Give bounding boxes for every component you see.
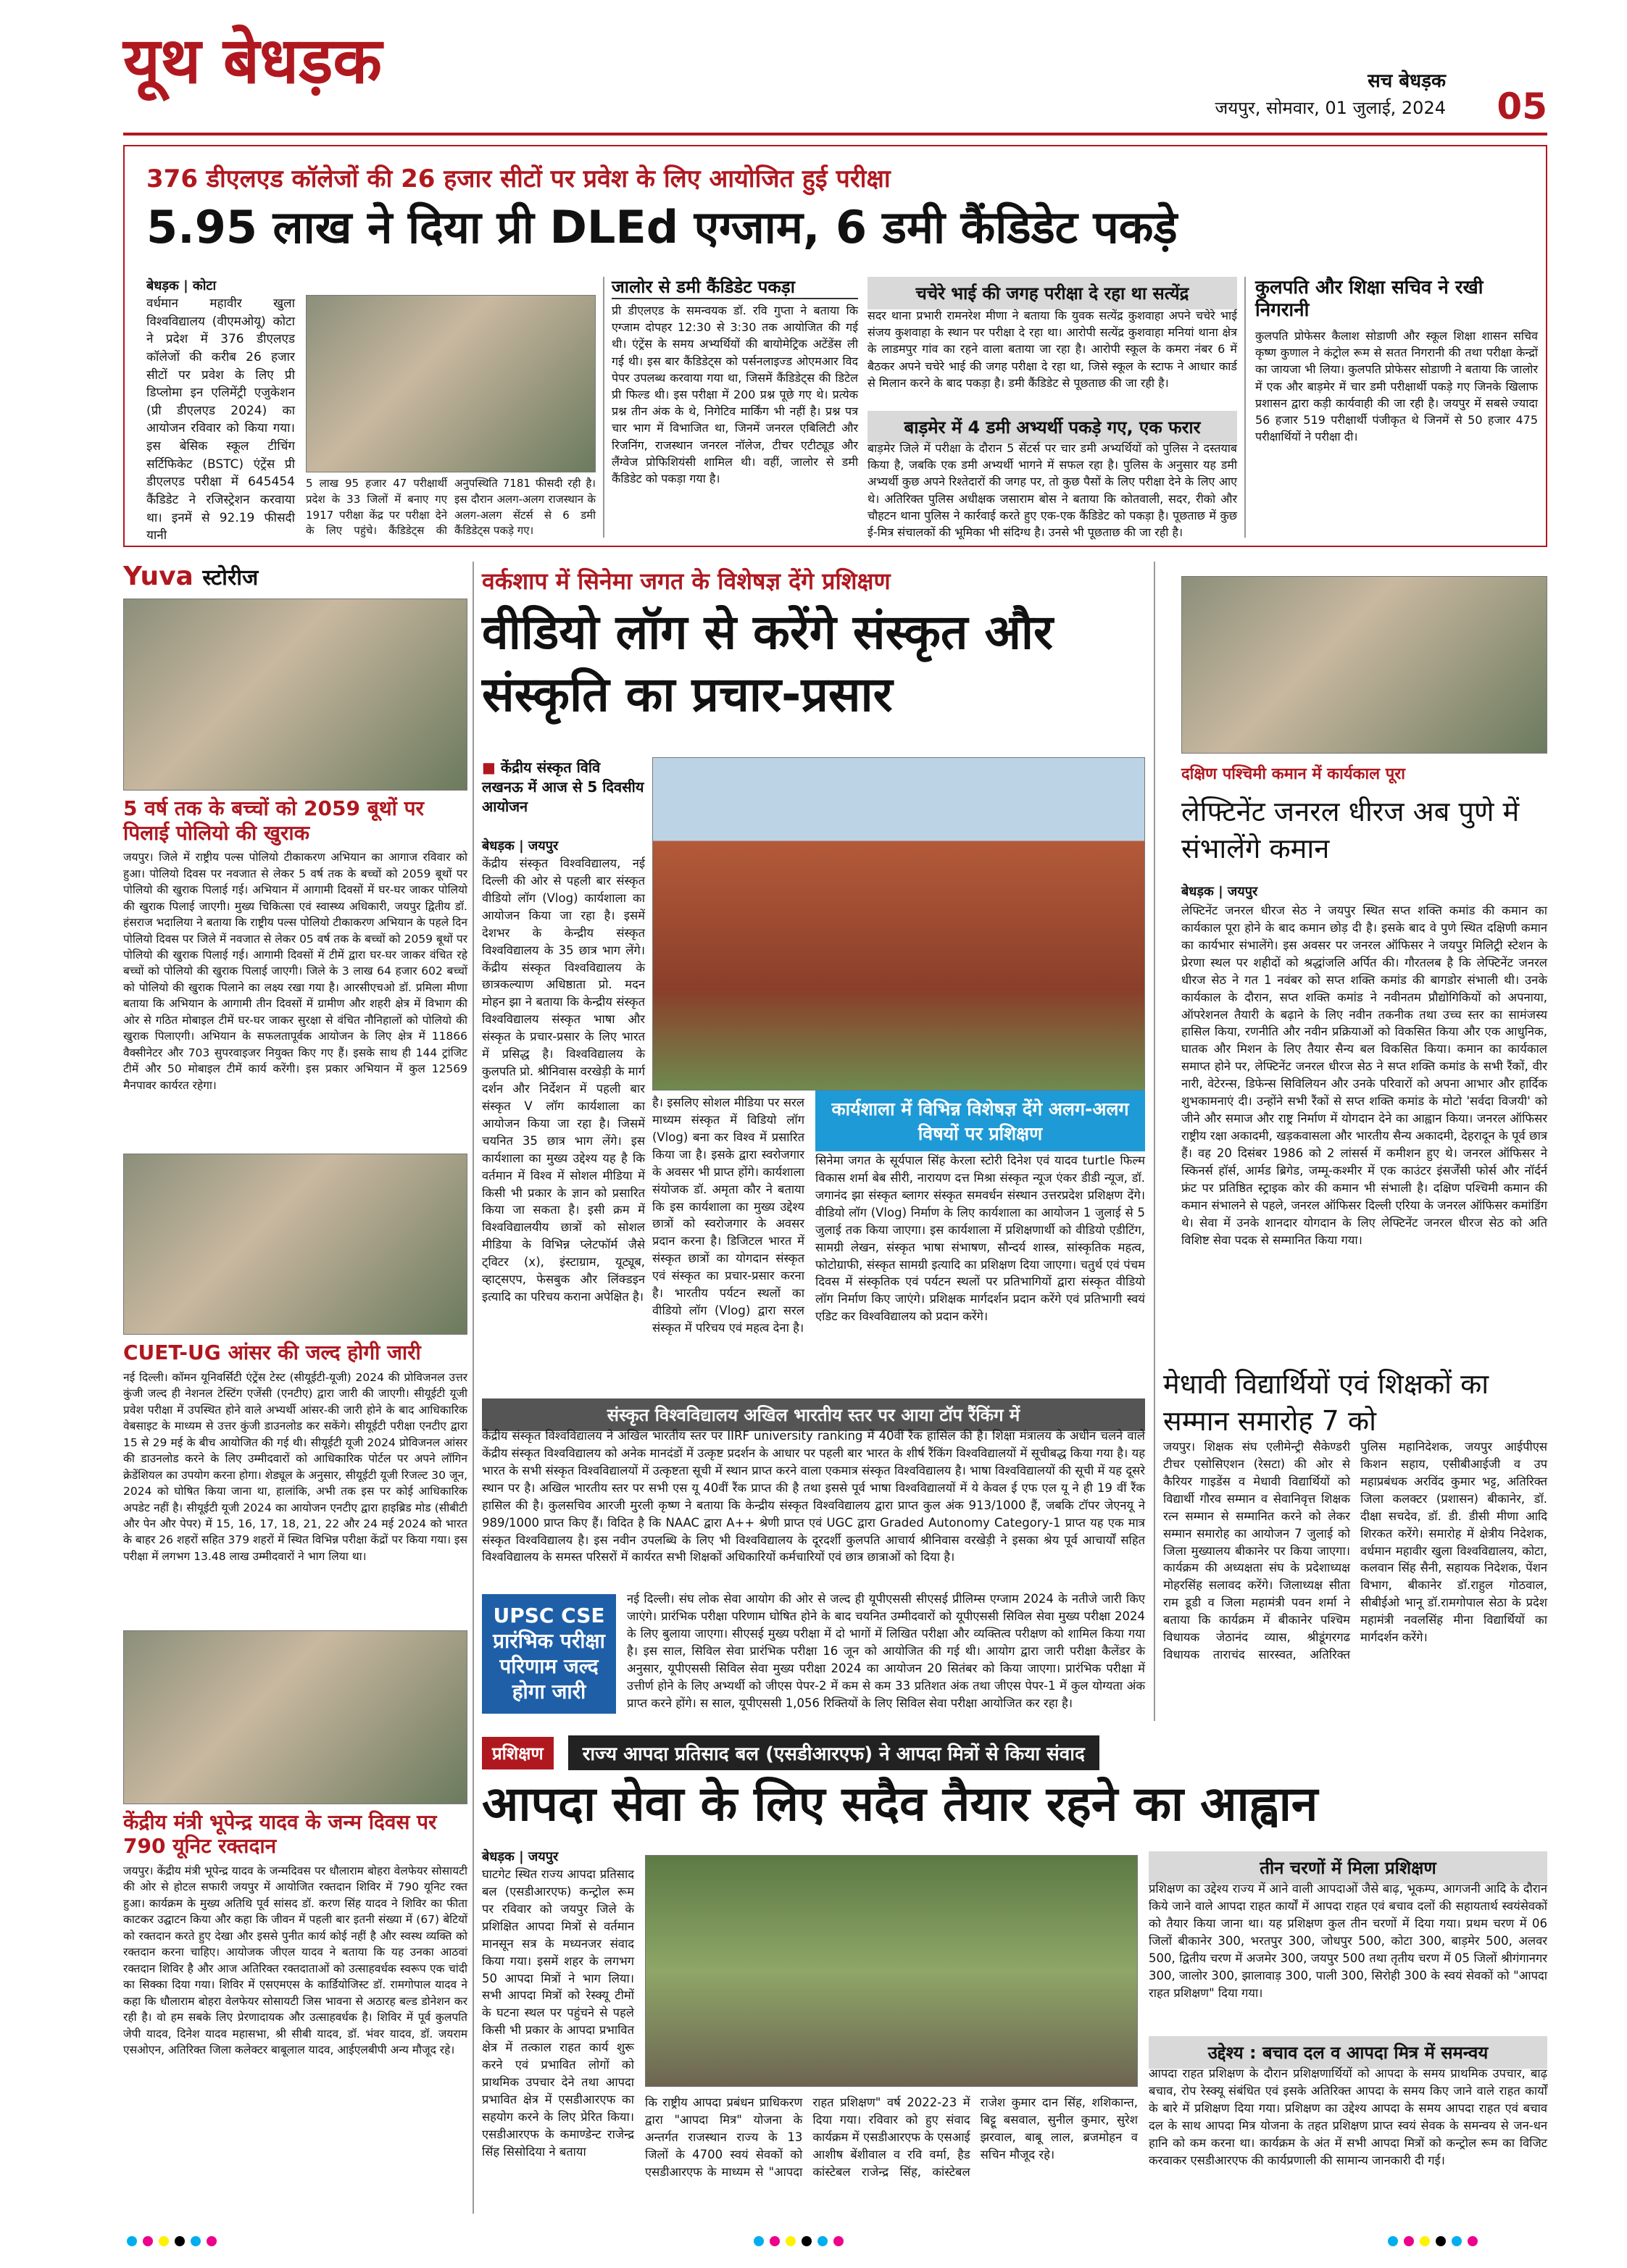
yuva-label: स्टोरीज (202, 565, 259, 591)
lead-photo-caption: 5 लाख 95 हजार 47 परीक्षार्थी प्रदेश के 33 जिलों में बनाए गए 1917 परीक्षा केंद्र पर परीक्षा देने के लिए पहुंचे। कैंडिडेट्स की अनुपस्थिति 7181 फीसदी रही है। इस दौरान अलग-अलग राजस्थान के अलग-अलग सेंटर्स से 6 डमी कैंडिडेट्स पकड़े गए। (306, 477, 596, 538)
sanskrit-body1: केंद्रीय संस्कृत विश्वविद्यालय, नई दिल्ली की ओर से पहली बार संस्कृत वीडियो लॉग (Vlog) कार्यशाला का आयोजन किया जा रहा है। इसमें देशभर के केन्द्रीय संस्कृत विश्वविद्यालय के 35 छात्र भाग लेंगे। केंद्रीय संस्कृत विश्वविद्यालय के छात्रकल्याण अधिष्ठाता प्रो. मदन मोहन झा ने बताया कि केन्द्रीय संस्कृत विश्वविद्यालय संस्कृत भाषा और संस्कृत के प्रचार-प्रसार के लिए भारत में प्रसिद्ध है। विश्वविद्यालय के कुलपति प्रो. श्रीनिवास वरखेड़ी के मार्ग दर्शन और निर्देशन में पहली बार संस्कृत V लॉग कार्यशाला का आयोजन किया जा रहा है। जिसमें चयनित 35 छात्र भाग लेंगे। इस कार्यशाला का मुख्य उद्देश्य यह है कि वर्तमान में विश्व में सोशल मीडिया में किसी भी प्रकार के ज्ञान को प्रसारित किया जा सकता है। इसी क्रम में विश्वविद्यालयीय छात्रों को सोशल मीडिया के विभिन्न प्लेटफॉर्म जैसे ट्विटर (x), इंस्टाग्राम, यूट्यूब, व्हाट्सएप, फेसबुक और लिंक्डइन इत्यादि का परिचय कराना अपेक्षित है। (482, 856, 645, 1304)
column-rule (1244, 277, 1246, 538)
apda-label: प्रशिक्षण (482, 1737, 554, 1769)
column-rule (1154, 562, 1155, 1721)
ranking-title: संस्कृत विश्वविद्यालय अखिल भारतीय स्तर पर आया टॉप रैंकिंग में (482, 1398, 1145, 1431)
upsc-badge: UPSC CSE प्रारंभिक परीक्षा परिणाम जल्द होगा जारी (482, 1594, 616, 1714)
story1-title: 5 वर्ष तक के बच्चों को 2059 बूथों पर पिलाई पोलियो की खुराक (123, 796, 424, 845)
lead-body: वर्धमान महावीर खुला विश्वविद्यालय (वीएमओयू) कोटा ने प्रदेश में 376 डीएलएड कॉलेजों की करीब 26 हजार सीटों पर प्रवेश के लिए प्री डिप्लोमा इन एलिमेंट्री एजुकेशन (प्री डीएलएड 2024) का आयोजन रविवार को किया गया। इस बेसिक स्कूल टीचिंग सर्टिफिकेट (BSTC) एंट्रेंस प्री डीएलएड परीक्षा में 645454 कैंडिडेट ने रजिस्ट्रेशन करवाया था। इनमें से 92.19 फीसदी यानी (146, 296, 295, 543)
column-rule (473, 562, 474, 2214)
column-rule (603, 277, 604, 538)
army-ceremony-photo (1181, 576, 1547, 754)
sdrf-training-photo (645, 1855, 1138, 2087)
yuva-brand: Yuva (123, 562, 194, 591)
polio-photo (123, 599, 467, 791)
story1-text: जयपुर। जिले में राष्ट्रीय पल्स पोलियो टीकाकरण अभियान का आगाज रविवार को हुआ। पोलियो दिवस पर नवजात से लेकर 5 वर्ष तक के बच्चों को 2059 बूथों पर पोलियो की खुराक पिलाई गई। अभियान में आगामी दिवसों में घर-घर जाकर पोलियो की खुराक पिलाई जाएगी। मुख्य चिकित्सा एवं स्वास्थ्य अधिकारी, जयपुर द्वितीय डॉ. हंसराज भदालिया ने बताया कि राष्ट्रीय पल्स पोलियो टीकाकरण अभियान के पहले दिन पोलियो दिवस पर जिले में नवजात से लेकर 05 वर्ष तक के बच्चों को 2059 बूथों पर पोलियो की खुराक पिलाई गई। आगामी दिवसों में टीमें द्वारा घर-घर जाकर वंचित रहे बच्चों को पोलियो की खुराक पिलाई जाएगी। जिले के 3 लाख 64 हजार 602 बच्चों को पोलियो की खुराक पिलाने का लक्ष्य रखा गया है। आरसीएचओ डॉ. प्रमिला मीणा बताया कि अभियान के आगामी तीन दिवसों में ग्रामीण और शहरी क्षेत्र में विभाग की ओर से गठित मोबाइल टीमें घर-घर जाकर सुरक्षा से वंचित नौनिहालों को पोलियो की खुराक पिलाएगी। अभियान के सफलतापूर्वक आयोजन के लिए क्षेत्र में 11866 वैक्सीनेटर और 703 सुपरवाइजर नियुक्त किए गए हैं। इसके साथ ही 144 ट्रांजिट टीमें और 50 मोबाइल टीमें कार्य करेंगी। इस प्रकार अभियान में कुल 12569 मैनपावर कार्यरत रहेगा। (123, 851, 467, 1092)
lead-photo-queue (306, 295, 596, 472)
lead-side2-title: चचेरे भाई की जगह परीक्षा दे रहा था सत्येंद्र (867, 277, 1237, 309)
apda-kicker-row (482, 1735, 1547, 1770)
registration-marks-right (1388, 2235, 1484, 2249)
army-byline: बेधड़क | जयपुर (1181, 884, 1258, 899)
registration-marks-left (127, 2235, 222, 2249)
registration-marks-center (754, 2235, 849, 2249)
army-headline: लेफ्टिनेंट जनरल धीरज अब पुणे में संभालेंगे कमान (1181, 796, 1520, 865)
apda-body2: कि राष्ट्रीय आपदा प्रबंधन प्राधिकरण द्वारा "आपदा मित्र" योजना के अन्तर्गत राजस्थान राज्य के 13 जिलों के 4700 स्वयं सेवकों को एसडीआरएफ के माध्यम से "आपदा राहत प्रशिक्षण" वर्ष 2022-23 में दिया गया। रविवार को हुए संवाद कार्यक्रम में एसडीआरएफ के एसआई आशीष बेंशीवाल व रवि वर्मा, हैड कांस्टेबल राजेन्द्र सिंह, कांस्टेबल राजेश कुमार दान सिंह, शशिकान्त, बिट्टू बसवाल, सुनील कुमार, सुरेश झरवाल, बाबू लाल, ब्रजमोहन व सचिन मौजूद रहे। (645, 2096, 1138, 2179)
apda-side2-title: उद्देश्य : बचाव दल व आपदा मित्र में समन्वय (1149, 2036, 1547, 2069)
apda-headline: आपदा सेवा के लिए सदैव तैयार रहने का आह्वान (482, 1776, 1318, 1832)
teachers-body: जयपुर। शिक्षक संघ एलीमेन्ट्री सैकेण्डरी टीचर एसोसिएशन (रेसटा) की ओर से कैरियर गाइडेंस व मेधावी विद्यार्थियों को विद्यार्थी गौरव सम्मान व सेवानिवृत्त शिक्षक रत्न सम्मान से सम्मानित करने को लेकर सम्मान समारोह का आयोजन 7 जुलाई को जिला मुख्यालय बीकानेर पर किया जाएगा। कार्यक्रम की अध्यक्षता संघ के प्रदेशाध्यक्ष मोहरसिंह सलावद करेंगे। जिलाध्यक्ष सीता राम डूडी व जिला महामंत्री पवन शर्मा ने बताया कि कार्यक्रम में बीकानेर पश्चिम विधायक जेठानंद व्यास, श्रीडूंगरगढ विधायक ताराचंद सारस्वत, अतिरिक्त पुलिस महानिदेशक, जयपुर आईपीएस किशन सहाय, एसीबीआईजी व उप महाप्रबंधक अरविंद कुमार भट्ट, अतिरिक्त जिला कलक्टर (प्रशासन) बीकानेर, डॉ. दीक्षा सचदेव, डॉ. डी. डीसी मीणा आदि शिरकत करेंगे। समारोह में क्षेत्रीय निदेशक, वर्धमान महावीर खुला विश्वविद्यालय, कोटा, कलवान सिंह सैनी, सहायक निदेशक, पेंशन विभाग, बीकानेर डॉ.राहुल गोठवाल, सीबीईओ भानू डॉ.रामगोपाल सेठा के प्रदेश महामंत्री नवलसिंह मीना विद्यार्थियों का मार्गदर्शन करेंगे। (1163, 1440, 1547, 1662)
story3-title: केंद्रीय मंत्री भूपेन्द्र यादव के जन्म दिवस पर 790 यूनिट रक्तदान (123, 1809, 437, 1859)
page-number: 05 (1497, 86, 1547, 128)
blood-donation-photo (123, 1630, 467, 1804)
lead-side4-title: कुलपति और शिक्षा सचिव ने रखी निगरानी (1255, 277, 1484, 322)
lead-byline: बेधड़क | कोटा (146, 278, 217, 293)
bullet-icon: ■ (482, 759, 501, 776)
sanskrit-byline: बेधड़क | जयपुर (482, 838, 559, 854)
sanskrit-subhead: कार्यशाला में विभिन्न विशेषज्ञ देंगे अलग-अलग विषयों पर प्रशिक्षण (815, 1091, 1145, 1151)
apda-body1: घाटगेट स्थित राज्य आपदा प्रतिसाद बल (एसडीआरएफ) कन्ट्रोल रूम पर रविवार को जयपुर जिले के प्रशिक्षित आपदा मित्रों से वर्तमान मानसून सत्र के मध्यनजर संवाद किया गया। इसमें शहर के लगभग 50 आपदा मित्रों ने भाग लिया। सभी आपदा मित्रों को रेस्क्यू टीमों के घटना स्थल पर पहुंचने से पहले किसी भी प्रकार के आपदा प्रभावित क्षेत्र में तत्काल राहत कार्य शुरू करने एवं प्रभावित लोगों को प्राथमिक उपचार देने तथा आपदा प्रभावित क्षेत्र में एसडीआरएफ का सहयोग करने के लिए प्रेरित किया। एसडीआरएफ के कमाण्डेन्ट राजेन्द्र सिंह सिसोदिया ने बताया (482, 1867, 634, 2159)
army-kicker: दक्षिण पश्चिमी कमान में कार्यकाल पूरा (1181, 765, 1405, 783)
story3-text: जयपुर। केंद्रीय मंत्री भूपेन्द्र यादव के जन्मदिवस पर धौलाराम बोहरा वेलफेयर सोसायटी की ओर से होटल सफारी जयपुर में आयोजित रक्तदान शिविर में 790 यूनिट रक्त हुआ। कार्यक्रम के मुख्य अतिथि पूर्व सांसद डॉ. करण सिंह यादव ने शिविर का फीता काटकर उद्घाटन किया और कहा कि जीवन में पहली बार इतनी संख्या में (67) बेटियों को रक्तदान करते हुए देखा और इससे पुनीत कार्य कोई नहीं है और स्वस्थ व्यक्ति को रक्तदान करना चाहिए। आयोजक जीएल यादव ने बताया कि यह उनका आठवां रक्तदान शिविर है और आज अतिरिक्त रक्तदाताओं को उत्साहवर्धक स्वरूप एक चांदी का सिक्का दिया गया। शिविर में एसएमएस के कार्डियोजिस्ट डॉ. रामगोपाल यादव ने कहा कि धौलाराम बोहरा वेलफेयर सोसायटी जिस भावना से अठारह बल्ड डोनेशन कर रही है। वो हम सबके लिए प्रेरणादायक और उत्साहवर्धक है। शिविर में पूर्व कुलपति जेपी यादव, दिनेश यादव महासभा, श्री सीबी यादव, डॉ. भंवर यादव, डॉ. जयराम एसओएन, अतिरिक्त जिला कलेक्टर बाबूलाल यादव, आईएलबीपी अन्य मौजूद रहे। (123, 1864, 467, 2057)
sanskrit-bullet (482, 757, 645, 816)
yuva-header (123, 562, 467, 591)
lead-kicker: 376 डीएलएड कॉलेजों की 26 हजार सीटों पर प्रवेश के लिए आयोजित हुई परीक्षा (146, 164, 891, 193)
story2-text: नई दिल्ली। कॉमन यूनिवर्सिटी एंट्रेंस टेस्ट (सीयूईटी-यूजी) 2024 की प्रोविजनल उत्तर कुंजी जल्द ही नेशनल टेस्टिंग एजेंसी (एनटीए) द्वारा जारी की जाएगी। सीयूईटी यूजी प्रवेश परीक्षा में उपस्थित होने वाले अभ्यर्थी आंसर-की जारी होने के बाद आधिकारिक वेबसाइट के माध्यम से उत्तर कुंजी डाउनलोड कर सकेंगे। सीयूईटी परीक्षा एनटीए द्वारा 15 से 29 मई के बीच आयोजित की गई थी। सीयूईटी यूजी 2024 प्रोविजनल आंसर की डाउनलोड करने के लिए उम्मीदवारों को आधिकारिक पोर्टल पर अपने लॉगिन क्रेडेंशियल का उपयोग करना होगा। शेड्यूल के अनुसार, सीयूईटी यूजी रिजल्ट 30 जून, 2024 को घोषित किया जाना था, हालांकि, अभी तक इस पर कोई आधिकारिक अपडेट नहीं है। सीयूईटी यूजी 2024 का आयोजन एनटीए द्वारा हाइब्रिड मोड (सीबीटी और पेन और पेपर) में 15, 16, 17, 18, 21, 22 और 24 मई 2024 को भारत के बाहर 26 शहरों सहित 379 शहरों में स्थित विभिन्न परीक्षा केंद्रों पर किया गया। इस परीक्षा में लगभग 13.48 लाख उम्मीदवारों ने भाग लिया था। (123, 1370, 467, 1563)
university-building-photo (652, 757, 1145, 1091)
masthead-title: यूथ बेधड़क (123, 23, 382, 98)
ranking-text: केंद्रीय संस्कृत विश्वविद्यालय ने अखिल भारतीय स्तर पर IIRF university ranking में 40वीं रैंक हासिल की है। शिक्षा मंत्रालय के अधीन चलने वाले केंद्रीय संस्कृत विश्वविद्यालय को अनेक मानदंडों में उत्कृष्ट प्रदर्शन के आधार पर पहली बार भारत के शीर्ष रैंकिंग विश्वविद्यालयों में सूचीबद्ध किया गया है। यह भारत के सभी संस्कृत विश्वविद्यालयों में उत्कृष्टता सूची में स्थान प्राप्त करने वाला एकमात्र संस्कृत विश्वविद्यालय है। भाषा विश्वविद्यालयों की सूची में यह दूसरे स्थान पर है। अखिल भारतीय स्तर पर सभी एस यू 40वीं रैंक प्राप्त की है तथा इससे पूर्व भाषा विश्वविद्यालयों में ये केवल ई एफ एल यू ने ही 19 वीं रैंक हासिल की है। कुलसचिव आरजी मुरली कृष्ण ने बताया कि केन्द्रीय संस्कृत विश्वविद्यालय द्वारा प्राप्त कुल अंक 913/1000 हैं, जबकि टॉपर जेएनयू ने 989/1000 प्राप्त किए हैं। विदित है कि NAAC द्वारा A++ श्रेणी प्राप्त एवं UGC द्वारा Graded Autonomy Category-1 प्राप्त यह एक मात्र संस्कृत विश्वविद्यालय है। इस नवीन उपलब्धि के लिए भी विश्वविद्यालय के दूरदर्शी कुलपति आचार्य श्रीनिवास वरखेड़ी ने इसका श्रेय पूर्व आचार्यों सहित विश्वविद्यालय के समस्त परिसरों में कार्यरत सभी शिक्षकों अधिकारियों कर्मचारियों एवं छात्र छात्राओं को दिया है। (482, 1429, 1145, 1564)
apda-side1-text: प्रशिक्षण का उद्देश्य राज्य में आने वाली आपदाओं जैसे बाढ़, भूकम्प, आगजनी आदि के दौरान किये जाने वाले आपदा राहत कार्यों में आपदा राहत एवं बचाव दलों की सहायतार्थ स्वयंसेवकों को तैयार किया जाना था। यह प्रशिक्षण कुल तीन चरणों में दिया गया। प्रथम चरण में 06 जिलों बीकानेर 300, भरतपुर 300, जोधपुर 500, कोटा 300, बाड़मेर 500, अलवर 500, द्वितीय चरण में अजमेर 300, जयपुर 500 तथा तृतीय चरण में 05 जिलों श्रीगंगानगर 300, जालोर 300, झालावाड़ 300, पाली 300, सिरोही 300 के स्वयं सेवकों को "आपदा राहत प्रशिक्षण" दिया गया। (1149, 1882, 1547, 2000)
yuva-column (123, 562, 467, 2214)
army-body: लेफ्टिनेंट जनरल धीरज सेठ ने जयपुर स्थित सप्त शक्ति कमांड की कमान का कार्यकाल पूरा होने के बाद कमान छोड़ दी है। इसके बाद वे पुणे स्थित दक्षिणी कमान का कार्यभार संभालेंगे। इस अवसर पर जनरल ऑफिसर ने जयपुर मिलिट्री स्टेशन के प्रेरणा स्थल पर शहीदों को श्रद्धांजलि अर्पित की। गौरतलब है कि लेफ्टिनेंट जनरल धीरज सेठ ने गत 1 नवंबर को सप्त शक्ति कमांड की बागडोर संभाली थी। उनके कार्यकाल के दौरान, सप्त शक्ति कमांड ने नवीनतम प्रौद्योगिकियों को अपनाया, ऑपरेशनल तैयारी के बढ़ाने के लिए नवीन तकनीक तथा उच्च स्तर का सामंजस्य हासिल किया, रणनीति और नवीन प्रक्रियाओं को विकसित किया और एक आधुनिक, घातक और मिशन के लिए तैयार सैन्य बल विकसित किया। कमान का कार्यकाल समाप्त होने पर, लेफ्टिनेंट जनरल धीरज सेठ ने सप्त शक्ति कमांड के सभी रैंकों, वीर नारी, वेटेरन्स, डिफेन्स सिविलियन और उनके परिवारों को अपना आभार और हार्दिक शुभकामनाएं दी। उन्होंने सभी रैंकों से सप्त शक्ति कमांड के मोटो 'सर्वदा विजयी' को जीने और समाज और राष्ट्र निर्माण में योगदान देने का आह्वान किया। जनरल ऑफिसर राष्ट्रीय रक्षा अकादमी, खड़कवासला और भारतीय सैन्य अकादमी, देहरादून के पूर्व छात्र हैं। वह 20 दिसंबर 1986 को 2 लांसर्स में कमीशन हुए थे। जनरल ऑफिसर ने स्किनर्स हॉर्स, आर्मड ब्रिगेड, जम्मू-कश्मीर में एक काउंटर इंसर्जेंसी फोर्स और नॉर्दर्न फ्रंट पर प्रतिष्ठित स्ट्राइक कोर की कमान भी संभाली है। दक्षिण पश्चिमी कमान की कमान संभालने से पहले, जनरल ऑफिसर दिल्ली एरिया के जनरल ऑफिसर कमांडिंग थे। सेवा में उनके शानदार योगदान के लिए लेफ्टिनेंट जनरल धीरज सेठ को अति विशिष्ट सेवा पदक से सम्मानित किया गया। (1181, 904, 1547, 1247)
apda-side1-title: तीन चरणों में मिला प्रशिक्षण (1149, 1851, 1547, 1884)
sanskrit-sub-text: सिनेमा जगत के सूर्यपाल सिंह केरला स्टोरी दिनेश एवं यादव turtle फिल्म विकास शर्मा बेब सीरी, नारायण दत्त मिश्रा संस्कृत न्यूज एंकर डीडी न्यूज, डॉ. जगानंद झा संस्कृत ब्लागर संस्कृत समवर्धन संस्थान उत्तरप्रदेश प्रशिक्षण देंगे। वीडियो लॉग (Vlog) निर्माण के लिए कार्यशाला का आयोजन 1 जुलाई से 5 जुलाई तक किया जाएगा। इस कार्यशाला में प्रशिक्षणार्थी को वीडियो एडीटिंग, सामग्री लेखन, संस्कृत भाषा संभाषण, सौन्दर्य शास्त्र, सांस्कृतिक महत्व, फोटोग्राफी, संस्कृत सामग्री इत्यादि का प्रशिक्षण दिया जाएगा। चतुर्थ एवं पंचम दिवस में संस्कृतिक एवं पर्यटन स्थलों पर प्रतिभागियों द्वारा संस्कृत वीडियो लॉग निर्माण किए जाएंगे। प्रशिक्षक मार्गदर्शन प्रदान करेंगे एवं प्रतिभागी स्वयं एडिट कर विश्वविद्यालय को प्रदान करेंगे। (815, 1154, 1145, 1324)
lead-side2-text: सदर थाना प्रभारी रामनरेश मीणा ने बताया कि युवक सत्येंद्र कुशवाहा अपने चचेरे भाई संजय कुशवाहा के स्थान पर परीक्षा दे रहा था। आरोपी सत्येंद्र कुशवाहा मनियां थाना क्षेत्र के लाडमपुर गांव का रहने वाला बताया जा रहा है। आरोपी स्कूल के कमरा नंबर 6 में बैठकर अपने चचेरे भाई की जगह परीक्षा दे रहा था, जिसे स्कूल के स्टाफ ने आधार कार्ड से मिलान करने के बाद पकड़ा है। डमी कैंडिडेट से पूछताछ की जा रही है। (867, 309, 1237, 390)
sanskrit-body2: है। इसलिए सोशल मीडिया पर सरल माध्यम संस्कृत में विडियो लॉग (Vlog) बना कर विश्व में प्रसारित किया जा है। इसके द्वारा स्वरोजगार के अवसर भी प्राप्त होंगे। कार्यशाला संयोजक डॉ. अमृता कौर ने बताया कि इस कार्यशाला का मुख्य उद्देश्य छात्रों को स्वरोजगार के अवसर प्रदान करना है। डिजिटल भारत में संस्कृत छात्रों का योगदान संस्कृत एवं संस्कृत का प्रचार-प्रसार करना है। भारतीय पर्यटन स्थलों का वीडियो लॉग (Vlog) द्वारा सरल संस्कृत में परिचय एवं महत्व देना है। (652, 1096, 804, 1335)
lead-side1-title: जालोर से डमी कैंडिडेट पकड़ा (612, 277, 858, 299)
lead-headline: 5.95 लाख ने दिया प्री DLEd एग्जाम, 6 डमी कैंडिडेट पकड़े (146, 201, 1178, 254)
lead-side3-title: बाड़मेर में 4 डमी अभ्यर्थी पकड़े गए, एक फरार (867, 411, 1237, 443)
sanskrit-kicker: वर्कशाप में सिनेमा जगत के विशेषज्ञ देंगे प्रशिक्षण (482, 567, 891, 595)
sanskrit-headline: वीडियो लॉग से करेंगे संस्कृत और संस्कृति का प्रचार-प्रसार (482, 604, 1054, 722)
cuet-photo (123, 1154, 467, 1335)
lead-side4-text: कुलपति प्रोफेसर कैलाश सोडाणी और स्कूल शिक्षा शासन सचिव कृष्ण कुणाल ने कंट्रोल रूम से सतत निगरानी की तथा परीक्षा केन्द्रों का जायजा भी लिया। कुलपति प्रोफेसर सोडाणी ने बताया कि जालोर में एक और बाड़मेर में चार डमी परीक्षार्थी पकड़े गए जिनके खिलाफ प्रशासन द्वारा कड़ी कार्यवाही की जा रही है। जयपुर में सबसे ज्यादा 56 हजार 519 परीक्षार्थी पंजीकृत थे जिनमें से 50 हजार 475 परीक्षार्थियों ने परीक्षा दी। (1255, 329, 1538, 444)
story2-title: CUET-UG आंसर की जल्द होगी जारी (123, 1341, 421, 1365)
lead-story-box (123, 145, 1547, 547)
teachers-headline: मेधावी विद्यार्थियों एवं शिक्षकों का सम्मान समारोह 7 को (1163, 1368, 1489, 1438)
apda-side2-text: आपदा राहत प्रशिक्षण के दौरान प्रशिक्षणार्थियों को आपदा के समय प्राथमिक उपचार, बाढ़ बचाव, रोप रेस्क्यू संबंधित एवं इसके अतिरिक्त आपदा के समय किए जाने वाले राहत कार्यों के बारे में प्रशिक्षण दिया गया। प्रशिक्षण का उद्देश्य आपदा के समय आपदा राहत एवं बचाव दल के साथ आपदा मित्र योजना के तहत प्रशिक्षण प्राप्त स्वयं सेवक के समन्वय से जन-धन हानि को कम करना था। कार्यक्रम के अंत में सभी आपदा मित्रों को कन्ट्रोल रूम का विजिट करवाकर एसडीआरएफ की कार्यप्रणाली की सामान्य जानकारी दी गई। (1149, 2067, 1547, 2167)
apda-kicker: राज्य आपदा प्रतिसाद बल (एसडीआरएफ) ने आपदा मित्रों से किया संवाद (568, 1735, 1099, 1770)
apda-byline: बेधड़क | जयपुर (482, 1849, 559, 1864)
lead-side1-text: प्री डीएलएड के समन्वयक डॉ. रवि गुप्ता ने बताया कि एग्जाम दोपहर 12:30 से 3:30 तक आयोजित की गई थी। एंट्रेंस के समय अभ्यर्थियों की बायोमेट्रिक अटेंडेंस ली गई थी। इस बार कैंडिडेट्स को पर्सनलाइज्ड ओएमआर विद पेपर उपलब्ध करवाया गया था, जिसमें कैंडिडेट्स की डिटेल प्री फिल्ड थी। इस परीक्षा में 200 प्रश्न पूछे गए थे। प्रत्येक प्रश्न तीन अंक के थे, निगेटिव मार्किंग भी नहीं है। प्रश्न पत्र चार भाग में विभाजित था, जिनमें जनरल एबिलिटी और रिजनिंग, राजस्थान जनरल नॉलेज, टीचर एटीट्यूड और लैंग्वेज प्रोफिशियंसी शामिल थी। वहीं, जालोर से डमी कैंडिडेट को पकड़ा गया है। (612, 304, 858, 485)
sanskrit-bullet-text: केंद्रीय संस्कृत विवि लखनऊ में आज से 5 दिवसीय आयोजन (482, 759, 644, 815)
masthead-rule (123, 133, 1547, 136)
dateline: जयपुर, सोमवार, 01 जुलाई, 2024 (1215, 98, 1446, 118)
masthead-tagline: सच बेधड़क (1368, 70, 1446, 92)
lead-side3-text: बाड़मेर जिले में परीक्षा के दौरान 5 सेंटर्स पर चार डमी अभ्यर्थियों को पुलिस ने दस्तयाब किया है, जबकि एक डमी अभ्यर्थी भागने में सफल रहा है। पुलिस के अनुसार यह डमी अभ्यर्थी कुछ अपने रिश्तेदारों की जगह पर, तो कुछ पैसों के लिए परीक्षा देने के लिए आए थे। अतिरिक्त पुलिस अधीक्षक जसाराम बोस ने बताया कि कोतवाली, सदर, रीको और चौहटन थाना पुलिस ने कार्रवाई करते हुए एक-एक कैंडिडेट को पकड़ा है। पूछताछ में कुछ ई-मित्र संचालकों की भूमिका भी संदिग्ध है। उनसे भी पूछताछ की जा रही है। (867, 441, 1237, 539)
upsc-text: नई दिल्ली। संघ लोक सेवा आयोग की ओर से जल्द ही यूपीएससी सीएसई प्रीलिम्स एग्जाम 2024 के नतीजे जारी किए जाएंगे। प्रारंभिक परीक्षा परिणाम घोषित होने के बाद चयनित उम्मीदवारों को यूपीएससी सिविल सेवा मुख्य परीक्षा 2024 के लिए बुलाया जाएगा। सीएसई मुख्य परीक्षा में दो भागों में लिखित परीक्षा और व्यक्तित्व परीक्षण को शामिल किया गया है। इस साल, सिविल सेवा प्रारंभिक परीक्षा 16 जून को आयोजित की गई थी। आयोग द्वारा जारी परीक्षा कैलेंडर के अनुसार, यूपीएससी सिविल सेवा मुख्य परीक्षा 2024 का आयोजन 20 सितंबर को किया जाएगा। प्रारंभिक परीक्षा में उत्तीर्ण होने के लिए अभ्यर्थी को जीएस पेपर-2 में कम से कम 33 प्रतिशत अंक तथा जीएस पेपर-1 में कुल योग्यता अंक प्राप्त करने होंगे। स साल, यूपीएससी 1,056 रिक्तियों के लिए सिविल सेवा परीक्षा आयोजित कर रहा है। (627, 1592, 1145, 1710)
